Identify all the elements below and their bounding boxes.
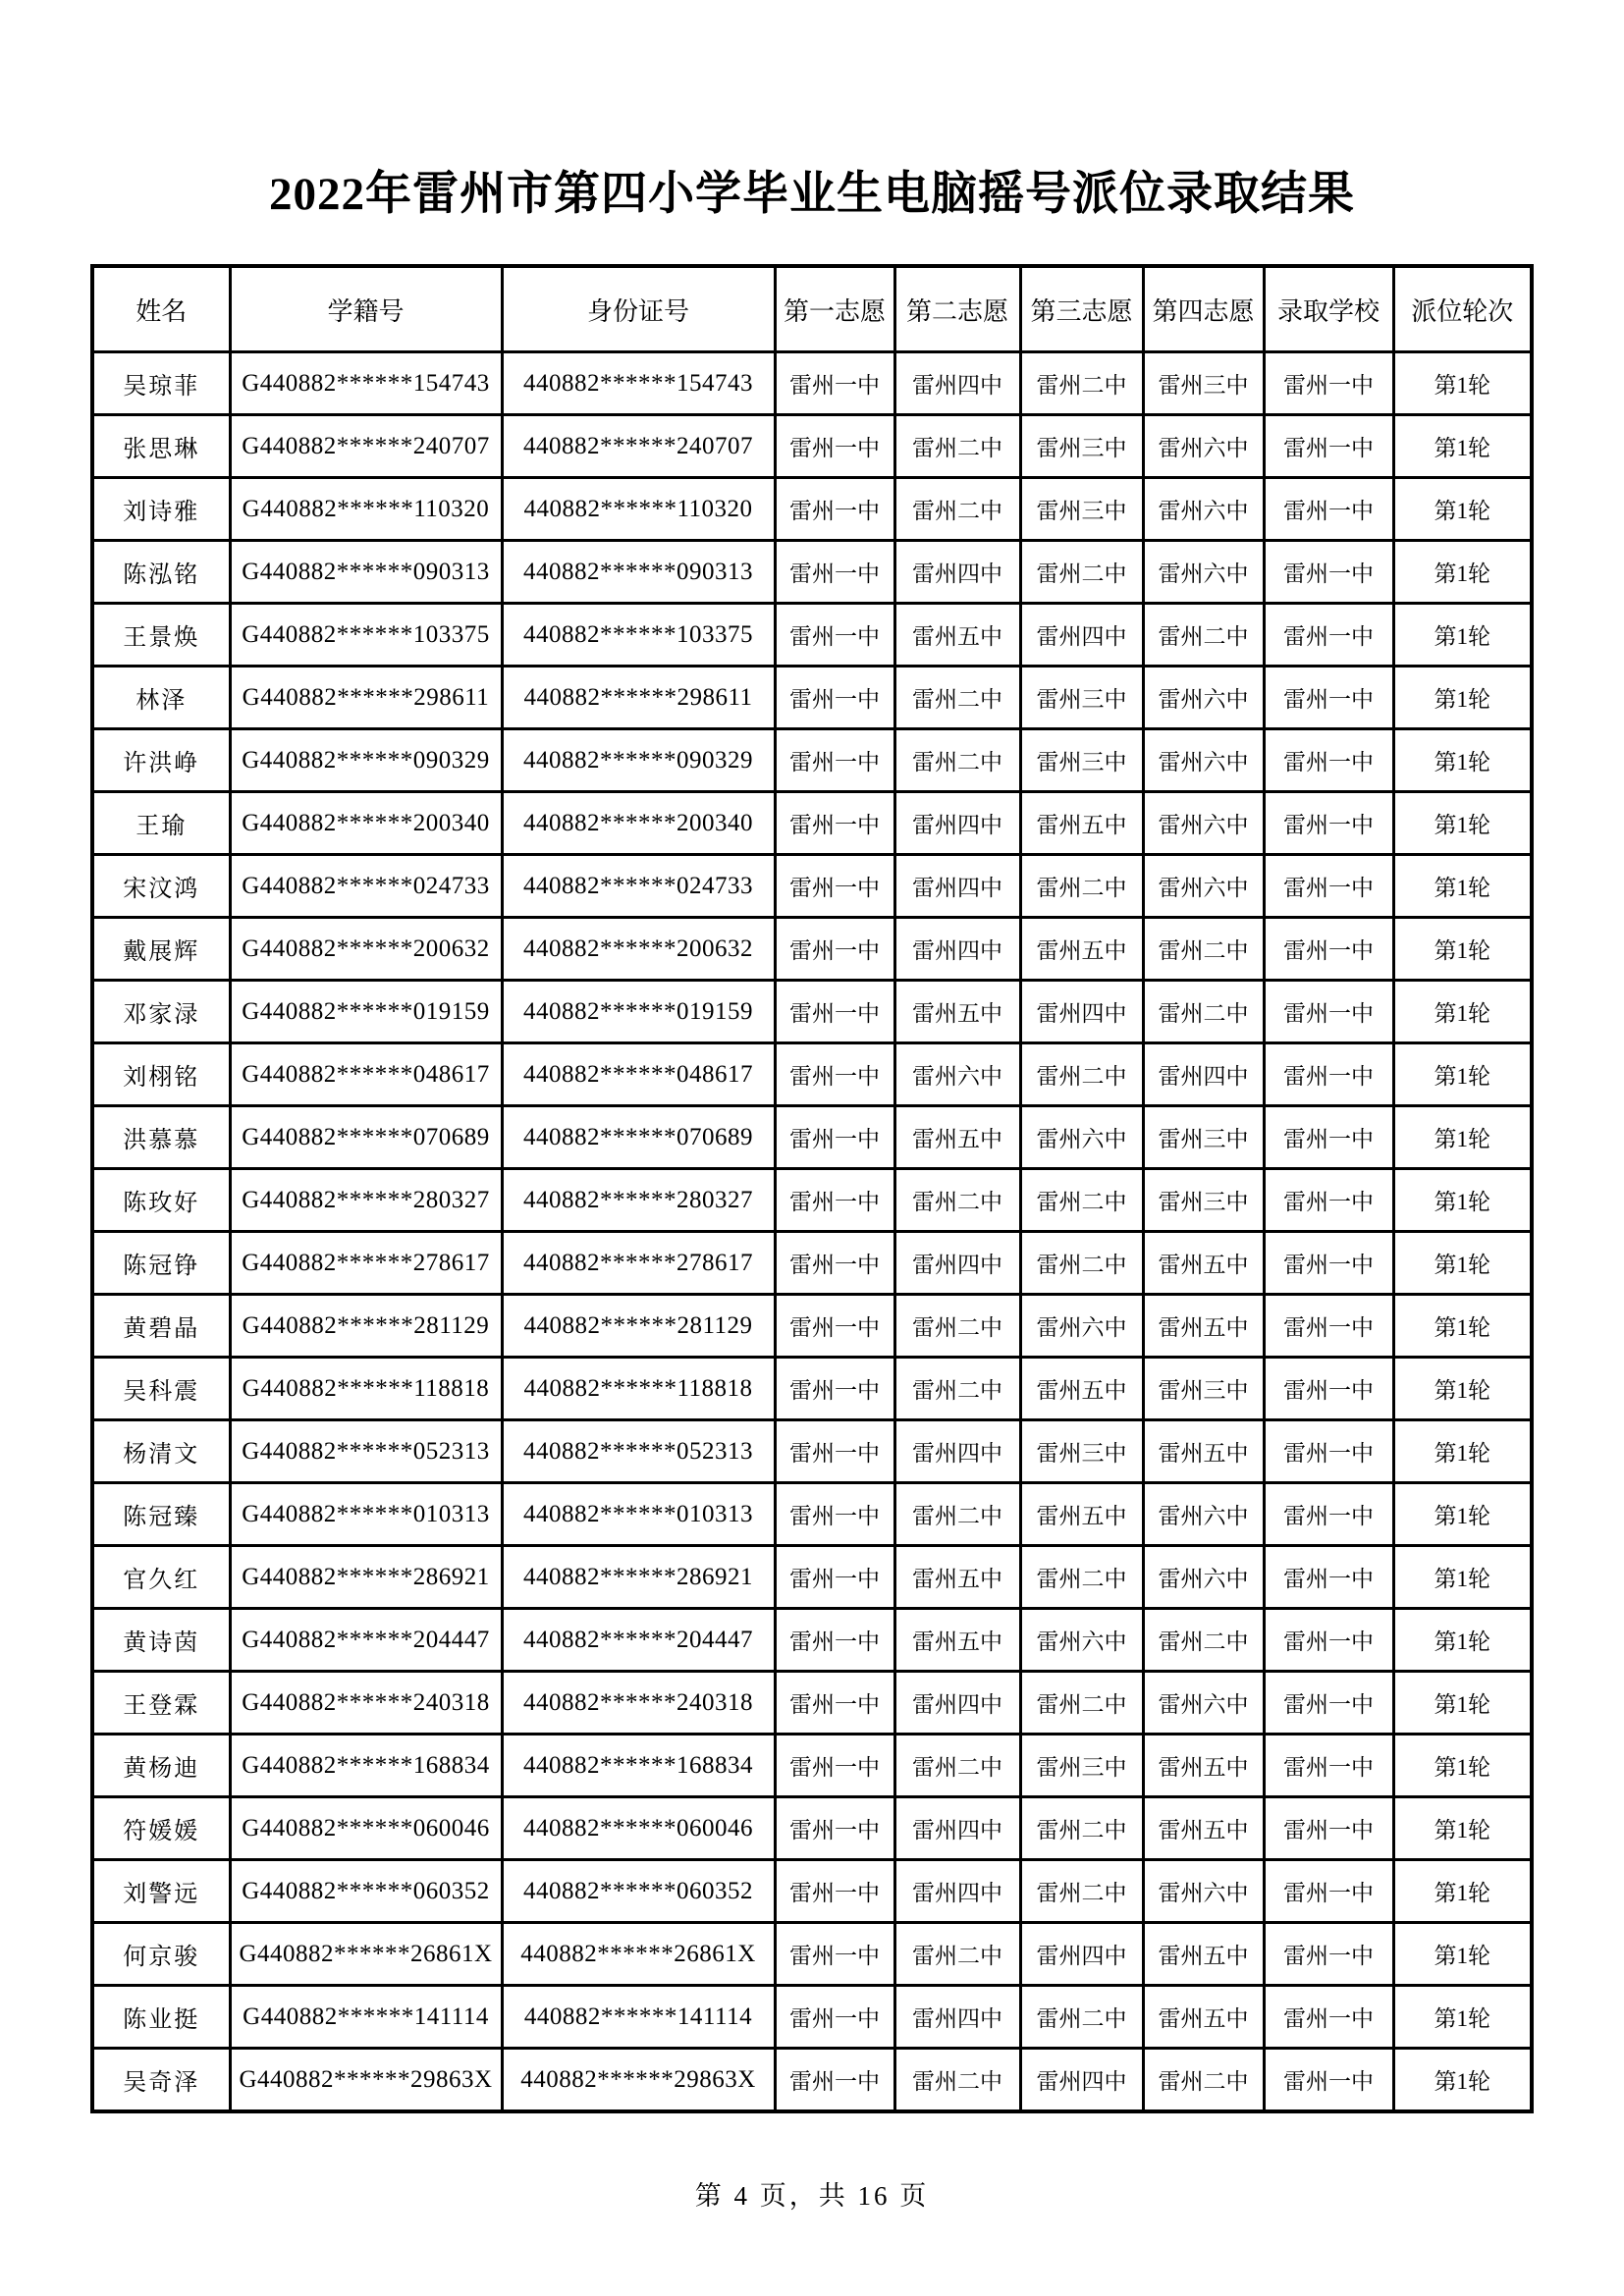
cell-choice-3: 雷州五中 bbox=[1020, 792, 1143, 855]
cell-choice-1: 雷州一中 bbox=[775, 1735, 894, 1797]
cell-choice-3: 雷州二中 bbox=[1020, 1169, 1143, 1232]
cell-id-card: 440882******010313 bbox=[502, 1483, 775, 1546]
cell-choice-2: 雷州四中 bbox=[894, 1986, 1020, 2049]
cell-name: 王景焕 bbox=[92, 604, 230, 667]
admission-results-table bbox=[90, 264, 1534, 2113]
cell-round: 第1轮 bbox=[1393, 1797, 1532, 1860]
cell-round: 第1轮 bbox=[1393, 667, 1532, 729]
cell-admitted-school: 雷州一中 bbox=[1264, 1672, 1393, 1735]
column-header-name: 姓名 bbox=[92, 266, 230, 352]
cell-choice-4: 雷州六中 bbox=[1143, 792, 1264, 855]
cell-id-card: 440882******070689 bbox=[502, 1106, 775, 1169]
cell-round: 第1轮 bbox=[1393, 981, 1532, 1043]
cell-name: 何京骏 bbox=[92, 1923, 230, 1986]
cell-choice-4: 雷州三中 bbox=[1143, 1169, 1264, 1232]
cell-admitted-school: 雷州一中 bbox=[1264, 2049, 1393, 2112]
cell-round: 第1轮 bbox=[1393, 918, 1532, 981]
cell-choice-3: 雷州二中 bbox=[1020, 855, 1143, 918]
table-row bbox=[92, 1797, 1532, 1860]
cell-id-card: 440882******280327 bbox=[502, 1169, 775, 1232]
cell-admitted-school: 雷州一中 bbox=[1264, 1546, 1393, 1609]
cell-id-card: 440882******29863X bbox=[502, 2049, 775, 2112]
cell-choice-2: 雷州五中 bbox=[894, 981, 1020, 1043]
cell-name: 陈泓铭 bbox=[92, 541, 230, 604]
cell-round: 第1轮 bbox=[1393, 1295, 1532, 1358]
cell-id-card: 440882******048617 bbox=[502, 1043, 775, 1106]
cell-choice-4: 雷州二中 bbox=[1143, 2049, 1264, 2112]
cell-choice-4: 雷州六中 bbox=[1143, 1672, 1264, 1735]
table-row bbox=[92, 1043, 1532, 1106]
column-header-choice-2: 第二志愿 bbox=[894, 266, 1020, 352]
cell-choice-4: 雷州五中 bbox=[1143, 1986, 1264, 2049]
cell-name: 王瑜 bbox=[92, 792, 230, 855]
cell-round: 第1轮 bbox=[1393, 478, 1532, 541]
cell-student-id: G440882******110320 bbox=[230, 478, 502, 541]
cell-choice-2: 雷州四中 bbox=[894, 918, 1020, 981]
table-row bbox=[92, 1672, 1532, 1735]
cell-student-id: G440882******200340 bbox=[230, 792, 502, 855]
cell-student-id: G440882******29863X bbox=[230, 2049, 502, 2112]
cell-id-card: 440882******052313 bbox=[502, 1420, 775, 1483]
cell-student-id: G440882******168834 bbox=[230, 1735, 502, 1797]
table-row bbox=[92, 415, 1532, 478]
cell-round: 第1轮 bbox=[1393, 604, 1532, 667]
table-row bbox=[92, 1358, 1532, 1420]
cell-choice-2: 雷州五中 bbox=[894, 1609, 1020, 1672]
cell-id-card: 440882******26861X bbox=[502, 1923, 775, 1986]
cell-choice-1: 雷州一中 bbox=[775, 604, 894, 667]
cell-name: 陈冠臻 bbox=[92, 1483, 230, 1546]
cell-choice-3: 雷州二中 bbox=[1020, 1797, 1143, 1860]
cell-choice-2: 雷州二中 bbox=[894, 415, 1020, 478]
cell-name: 吴科震 bbox=[92, 1358, 230, 1420]
table-row bbox=[92, 1923, 1532, 1986]
cell-choice-4: 雷州五中 bbox=[1143, 1232, 1264, 1295]
cell-admitted-school: 雷州一中 bbox=[1264, 729, 1393, 792]
cell-name: 林泽 bbox=[92, 667, 230, 729]
cell-admitted-school: 雷州一中 bbox=[1264, 1986, 1393, 2049]
cell-choice-1: 雷州一中 bbox=[775, 2049, 894, 2112]
cell-choice-1: 雷州一中 bbox=[775, 415, 894, 478]
table-row bbox=[92, 2049, 1532, 2112]
cell-choice-4: 雷州五中 bbox=[1143, 1420, 1264, 1483]
cell-choice-3: 雷州四中 bbox=[1020, 604, 1143, 667]
cell-student-id: G440882******118818 bbox=[230, 1358, 502, 1420]
cell-student-id: G440882******281129 bbox=[230, 1295, 502, 1358]
cell-choice-4: 雷州六中 bbox=[1143, 1483, 1264, 1546]
cell-name: 黄杨迪 bbox=[92, 1735, 230, 1797]
cell-round: 第1轮 bbox=[1393, 352, 1532, 415]
cell-admitted-school: 雷州一中 bbox=[1264, 415, 1393, 478]
cell-choice-2: 雷州四中 bbox=[894, 541, 1020, 604]
cell-id-card: 440882******281129 bbox=[502, 1295, 775, 1358]
cell-round: 第1轮 bbox=[1393, 1986, 1532, 2049]
cell-name: 符媛媛 bbox=[92, 1797, 230, 1860]
cell-id-card: 440882******200632 bbox=[502, 918, 775, 981]
table-row bbox=[92, 1420, 1532, 1483]
cell-admitted-school: 雷州一中 bbox=[1264, 792, 1393, 855]
cell-student-id: G440882******024733 bbox=[230, 855, 502, 918]
cell-choice-1: 雷州一中 bbox=[775, 1609, 894, 1672]
cell-id-card: 440882******240318 bbox=[502, 1672, 775, 1735]
cell-round: 第1轮 bbox=[1393, 1735, 1532, 1797]
cell-choice-2: 雷州四中 bbox=[894, 1232, 1020, 1295]
cell-id-card: 440882******090313 bbox=[502, 541, 775, 604]
table-row bbox=[92, 1609, 1532, 1672]
table-header-row bbox=[92, 266, 1532, 352]
cell-choice-3: 雷州二中 bbox=[1020, 1232, 1143, 1295]
table-row bbox=[92, 604, 1532, 667]
cell-name: 邓家渌 bbox=[92, 981, 230, 1043]
cell-choice-1: 雷州一中 bbox=[775, 1232, 894, 1295]
cell-choice-3: 雷州六中 bbox=[1020, 1106, 1143, 1169]
cell-name: 杨清文 bbox=[92, 1420, 230, 1483]
column-header-choice-3: 第三志愿 bbox=[1020, 266, 1143, 352]
column-header-admitted-school: 录取学校 bbox=[1264, 266, 1393, 352]
cell-choice-1: 雷州一中 bbox=[775, 918, 894, 981]
cell-id-card: 440882******286921 bbox=[502, 1546, 775, 1609]
cell-choice-3: 雷州五中 bbox=[1020, 918, 1143, 981]
cell-id-card: 440882******168834 bbox=[502, 1735, 775, 1797]
table-row bbox=[92, 1860, 1532, 1923]
table-row bbox=[92, 1546, 1532, 1609]
cell-admitted-school: 雷州一中 bbox=[1264, 1923, 1393, 1986]
cell-choice-2: 雷州五中 bbox=[894, 1546, 1020, 1609]
table-row bbox=[92, 981, 1532, 1043]
cell-choice-4: 雷州五中 bbox=[1143, 1295, 1264, 1358]
cell-id-card: 440882******240707 bbox=[502, 415, 775, 478]
cell-choice-2: 雷州二中 bbox=[894, 729, 1020, 792]
cell-choice-3: 雷州三中 bbox=[1020, 415, 1143, 478]
cell-round: 第1轮 bbox=[1393, 855, 1532, 918]
cell-name: 黄碧晶 bbox=[92, 1295, 230, 1358]
cell-choice-4: 雷州六中 bbox=[1143, 667, 1264, 729]
cell-round: 第1轮 bbox=[1393, 1609, 1532, 1672]
cell-choice-3: 雷州三中 bbox=[1020, 667, 1143, 729]
cell-choice-1: 雷州一中 bbox=[775, 1546, 894, 1609]
cell-id-card: 440882******090329 bbox=[502, 729, 775, 792]
cell-round: 第1轮 bbox=[1393, 1106, 1532, 1169]
cell-student-id: G440882******154743 bbox=[230, 352, 502, 415]
cell-student-id: G440882******240707 bbox=[230, 415, 502, 478]
cell-name: 陈冠铮 bbox=[92, 1232, 230, 1295]
cell-admitted-school: 雷州一中 bbox=[1264, 1860, 1393, 1923]
cell-admitted-school: 雷州一中 bbox=[1264, 1797, 1393, 1860]
cell-admitted-school: 雷州一中 bbox=[1264, 1232, 1393, 1295]
cell-choice-1: 雷州一中 bbox=[775, 1860, 894, 1923]
table-body bbox=[92, 352, 1532, 2112]
cell-name: 洪慕慕 bbox=[92, 1106, 230, 1169]
cell-student-id: G440882******280327 bbox=[230, 1169, 502, 1232]
cell-choice-3: 雷州三中 bbox=[1020, 1735, 1143, 1797]
cell-round: 第1轮 bbox=[1393, 2049, 1532, 2112]
cell-choice-2: 雷州四中 bbox=[894, 1420, 1020, 1483]
cell-choice-3: 雷州三中 bbox=[1020, 729, 1143, 792]
cell-choice-2: 雷州六中 bbox=[894, 1043, 1020, 1106]
cell-choice-2: 雷州二中 bbox=[894, 1923, 1020, 1986]
cell-round: 第1轮 bbox=[1393, 1358, 1532, 1420]
cell-choice-4: 雷州六中 bbox=[1143, 541, 1264, 604]
column-header-choice-4: 第四志愿 bbox=[1143, 266, 1264, 352]
cell-choice-3: 雷州四中 bbox=[1020, 981, 1143, 1043]
cell-choice-3: 雷州二中 bbox=[1020, 1986, 1143, 2049]
cell-student-id: G440882******019159 bbox=[230, 981, 502, 1043]
cell-id-card: 440882******103375 bbox=[502, 604, 775, 667]
cell-choice-1: 雷州一中 bbox=[775, 478, 894, 541]
cell-round: 第1轮 bbox=[1393, 792, 1532, 855]
cell-choice-2: 雷州二中 bbox=[894, 1735, 1020, 1797]
cell-name: 宋汶鸿 bbox=[92, 855, 230, 918]
cell-choice-4: 雷州六中 bbox=[1143, 1546, 1264, 1609]
cell-round: 第1轮 bbox=[1393, 1923, 1532, 1986]
cell-admitted-school: 雷州一中 bbox=[1264, 478, 1393, 541]
column-header-student-id: 学籍号 bbox=[230, 266, 502, 352]
cell-student-id: G440882******090313 bbox=[230, 541, 502, 604]
cell-choice-4: 雷州二中 bbox=[1143, 981, 1264, 1043]
cell-student-id: G440882******204447 bbox=[230, 1609, 502, 1672]
cell-name: 张思琳 bbox=[92, 415, 230, 478]
cell-student-id: G440882******070689 bbox=[230, 1106, 502, 1169]
cell-choice-3: 雷州二中 bbox=[1020, 1860, 1143, 1923]
cell-choice-2: 雷州二中 bbox=[894, 2049, 1020, 2112]
cell-choice-4: 雷州六中 bbox=[1143, 729, 1264, 792]
cell-choice-3: 雷州四中 bbox=[1020, 1923, 1143, 1986]
cell-choice-4: 雷州四中 bbox=[1143, 1043, 1264, 1106]
cell-choice-2: 雷州四中 bbox=[894, 1860, 1020, 1923]
table-row bbox=[92, 729, 1532, 792]
cell-choice-1: 雷州一中 bbox=[775, 1797, 894, 1860]
cell-choice-1: 雷州一中 bbox=[775, 1483, 894, 1546]
cell-choice-2: 雷州二中 bbox=[894, 1295, 1020, 1358]
cell-id-card: 440882******024733 bbox=[502, 855, 775, 918]
cell-choice-4: 雷州三中 bbox=[1143, 352, 1264, 415]
cell-choice-3: 雷州六中 bbox=[1020, 1609, 1143, 1672]
table-row bbox=[92, 792, 1532, 855]
cell-student-id: G440882******278617 bbox=[230, 1232, 502, 1295]
page-title: 2022年雷州市第四小学毕业生电脑摇号派位录取结果 bbox=[269, 169, 1355, 220]
cell-student-id: G440882******286921 bbox=[230, 1546, 502, 1609]
table-row bbox=[92, 1986, 1532, 2049]
cell-id-card: 440882******200340 bbox=[502, 792, 775, 855]
cell-choice-3: 雷州三中 bbox=[1020, 1420, 1143, 1483]
cell-id-card: 440882******060352 bbox=[502, 1860, 775, 1923]
cell-id-card: 440882******278617 bbox=[502, 1232, 775, 1295]
cell-choice-1: 雷州一中 bbox=[775, 1358, 894, 1420]
cell-student-id: G440882******060352 bbox=[230, 1860, 502, 1923]
cell-student-id: G440882******010313 bbox=[230, 1483, 502, 1546]
cell-admitted-school: 雷州一中 bbox=[1264, 981, 1393, 1043]
cell-choice-1: 雷州一中 bbox=[775, 541, 894, 604]
cell-id-card: 440882******118818 bbox=[502, 1358, 775, 1420]
cell-name: 陈玫好 bbox=[92, 1169, 230, 1232]
cell-choice-2: 雷州四中 bbox=[894, 352, 1020, 415]
cell-choice-3: 雷州四中 bbox=[1020, 2049, 1143, 2112]
cell-round: 第1轮 bbox=[1393, 1672, 1532, 1735]
cell-student-id: G440882******298611 bbox=[230, 667, 502, 729]
cell-choice-3: 雷州五中 bbox=[1020, 1358, 1143, 1420]
cell-choice-2: 雷州二中 bbox=[894, 667, 1020, 729]
cell-admitted-school: 雷州一中 bbox=[1264, 1609, 1393, 1672]
cell-choice-1: 雷州一中 bbox=[775, 352, 894, 415]
cell-choice-1: 雷州一中 bbox=[775, 1420, 894, 1483]
cell-name: 刘警远 bbox=[92, 1860, 230, 1923]
cell-choice-1: 雷州一中 bbox=[775, 792, 894, 855]
table-row bbox=[92, 478, 1532, 541]
cell-choice-2: 雷州五中 bbox=[894, 1106, 1020, 1169]
cell-id-card: 440882******060046 bbox=[502, 1797, 775, 1860]
cell-id-card: 440882******141114 bbox=[502, 1986, 775, 2049]
cell-admitted-school: 雷州一中 bbox=[1264, 541, 1393, 604]
cell-round: 第1轮 bbox=[1393, 541, 1532, 604]
cell-name: 吴琼菲 bbox=[92, 352, 230, 415]
cell-choice-3: 雷州二中 bbox=[1020, 1672, 1143, 1735]
cell-name: 戴展辉 bbox=[92, 918, 230, 981]
cell-choice-4: 雷州二中 bbox=[1143, 1609, 1264, 1672]
cell-admitted-school: 雷州一中 bbox=[1264, 604, 1393, 667]
table-row bbox=[92, 667, 1532, 729]
cell-student-id: G440882******048617 bbox=[230, 1043, 502, 1106]
cell-choice-3: 雷州三中 bbox=[1020, 478, 1143, 541]
cell-student-id: G440882******103375 bbox=[230, 604, 502, 667]
cell-name: 陈业挺 bbox=[92, 1986, 230, 2049]
cell-choice-4: 雷州三中 bbox=[1143, 1358, 1264, 1420]
cell-name: 刘栩铭 bbox=[92, 1043, 230, 1106]
cell-round: 第1轮 bbox=[1393, 1546, 1532, 1609]
cell-round: 第1轮 bbox=[1393, 729, 1532, 792]
cell-choice-4: 雷州二中 bbox=[1143, 604, 1264, 667]
cell-choice-4: 雷州五中 bbox=[1143, 1923, 1264, 1986]
cell-student-id: G440882******090329 bbox=[230, 729, 502, 792]
cell-choice-1: 雷州一中 bbox=[775, 667, 894, 729]
table-row bbox=[92, 1106, 1532, 1169]
cell-name: 吴奇泽 bbox=[92, 2049, 230, 2112]
column-header-choice-1: 第一志愿 bbox=[775, 266, 894, 352]
cell-admitted-school: 雷州一中 bbox=[1264, 1358, 1393, 1420]
cell-choice-1: 雷州一中 bbox=[775, 981, 894, 1043]
column-header-round: 派位轮次 bbox=[1393, 266, 1532, 352]
cell-admitted-school: 雷州一中 bbox=[1264, 1043, 1393, 1106]
cell-student-id: G440882******141114 bbox=[230, 1986, 502, 2049]
cell-choice-3: 雷州二中 bbox=[1020, 1546, 1143, 1609]
cell-choice-1: 雷州一中 bbox=[775, 1169, 894, 1232]
table-row bbox=[92, 918, 1532, 981]
cell-id-card: 440882******154743 bbox=[502, 352, 775, 415]
cell-admitted-school: 雷州一中 bbox=[1264, 352, 1393, 415]
cell-round: 第1轮 bbox=[1393, 1232, 1532, 1295]
cell-name: 官久红 bbox=[92, 1546, 230, 1609]
cell-name: 许洪峥 bbox=[92, 729, 230, 792]
cell-round: 第1轮 bbox=[1393, 415, 1532, 478]
cell-choice-3: 雷州二中 bbox=[1020, 1043, 1143, 1106]
cell-choice-4: 雷州五中 bbox=[1143, 1797, 1264, 1860]
cell-choice-2: 雷州二中 bbox=[894, 1483, 1020, 1546]
cell-admitted-school: 雷州一中 bbox=[1264, 1483, 1393, 1546]
table-row bbox=[92, 855, 1532, 918]
cell-id-card: 440882******110320 bbox=[502, 478, 775, 541]
table-row bbox=[92, 1295, 1532, 1358]
cell-choice-4: 雷州六中 bbox=[1143, 478, 1264, 541]
table-row bbox=[92, 1735, 1532, 1797]
cell-choice-1: 雷州一中 bbox=[775, 1295, 894, 1358]
cell-student-id: G440882******26861X bbox=[230, 1923, 502, 1986]
cell-choice-2: 雷州二中 bbox=[894, 1169, 1020, 1232]
cell-choice-2: 雷州二中 bbox=[894, 1358, 1020, 1420]
cell-admitted-school: 雷州一中 bbox=[1264, 1169, 1393, 1232]
cell-choice-2: 雷州四中 bbox=[894, 1672, 1020, 1735]
cell-admitted-school: 雷州一中 bbox=[1264, 918, 1393, 981]
cell-choice-3: 雷州二中 bbox=[1020, 352, 1143, 415]
page-number-footer: 第 4 页，共 16 页 bbox=[694, 2181, 930, 2211]
cell-id-card: 440882******019159 bbox=[502, 981, 775, 1043]
cell-student-id: G440882******200632 bbox=[230, 918, 502, 981]
cell-choice-1: 雷州一中 bbox=[775, 1923, 894, 1986]
cell-admitted-school: 雷州一中 bbox=[1264, 1295, 1393, 1358]
cell-admitted-school: 雷州一中 bbox=[1264, 1106, 1393, 1169]
cell-name: 王登霖 bbox=[92, 1672, 230, 1735]
cell-choice-1: 雷州一中 bbox=[775, 1672, 894, 1735]
cell-choice-1: 雷州一中 bbox=[775, 729, 894, 792]
cell-choice-2: 雷州四中 bbox=[894, 855, 1020, 918]
cell-student-id: G440882******052313 bbox=[230, 1420, 502, 1483]
cell-choice-3: 雷州二中 bbox=[1020, 541, 1143, 604]
cell-round: 第1轮 bbox=[1393, 1043, 1532, 1106]
cell-name: 刘诗雅 bbox=[92, 478, 230, 541]
table-row bbox=[92, 352, 1532, 415]
table-row bbox=[92, 1169, 1532, 1232]
cell-choice-4: 雷州五中 bbox=[1143, 1735, 1264, 1797]
cell-round: 第1轮 bbox=[1393, 1420, 1532, 1483]
cell-choice-2: 雷州四中 bbox=[894, 792, 1020, 855]
cell-student-id: G440882******060046 bbox=[230, 1797, 502, 1860]
cell-round: 第1轮 bbox=[1393, 1169, 1532, 1232]
cell-choice-1: 雷州一中 bbox=[775, 1043, 894, 1106]
cell-round: 第1轮 bbox=[1393, 1483, 1532, 1546]
cell-admitted-school: 雷州一中 bbox=[1264, 855, 1393, 918]
cell-round: 第1轮 bbox=[1393, 1860, 1532, 1923]
cell-choice-4: 雷州六中 bbox=[1143, 415, 1264, 478]
cell-choice-1: 雷州一中 bbox=[775, 1986, 894, 2049]
cell-name: 黄诗茵 bbox=[92, 1609, 230, 1672]
table-row bbox=[92, 1232, 1532, 1295]
cell-choice-2: 雷州四中 bbox=[894, 1797, 1020, 1860]
cell-choice-1: 雷州一中 bbox=[775, 855, 894, 918]
cell-choice-4: 雷州六中 bbox=[1143, 855, 1264, 918]
cell-choice-4: 雷州六中 bbox=[1143, 1860, 1264, 1923]
cell-choice-3: 雷州六中 bbox=[1020, 1295, 1143, 1358]
cell-choice-4: 雷州二中 bbox=[1143, 918, 1264, 981]
table-row bbox=[92, 1483, 1532, 1546]
cell-choice-4: 雷州三中 bbox=[1143, 1106, 1264, 1169]
cell-student-id: G440882******240318 bbox=[230, 1672, 502, 1735]
cell-choice-3: 雷州五中 bbox=[1020, 1483, 1143, 1546]
cell-choice-1: 雷州一中 bbox=[775, 1106, 894, 1169]
cell-id-card: 440882******298611 bbox=[502, 667, 775, 729]
cell-admitted-school: 雷州一中 bbox=[1264, 1735, 1393, 1797]
cell-choice-2: 雷州二中 bbox=[894, 478, 1020, 541]
cell-id-card: 440882******204447 bbox=[502, 1609, 775, 1672]
table-row bbox=[92, 541, 1532, 604]
column-header-id-card: 身份证号 bbox=[502, 266, 775, 352]
cell-admitted-school: 雷州一中 bbox=[1264, 667, 1393, 729]
cell-choice-2: 雷州五中 bbox=[894, 604, 1020, 667]
cell-admitted-school: 雷州一中 bbox=[1264, 1420, 1393, 1483]
